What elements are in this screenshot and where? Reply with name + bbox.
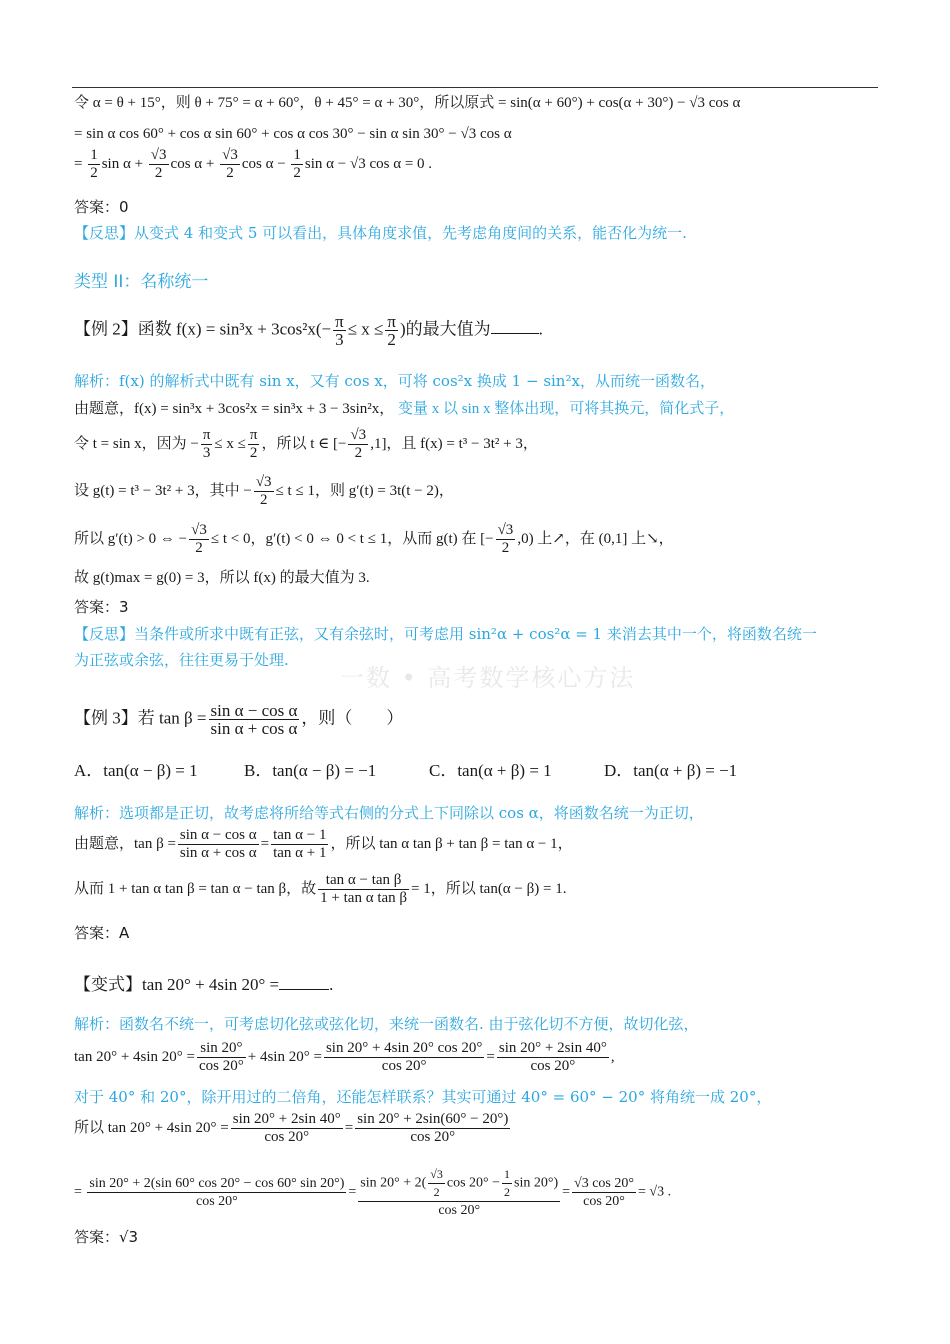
solution-line: 从而 1 + tan α tan β = tan α − tan β，故 $\frac{\text{tan α − tan β}}{\text{1 + tan α tan β}}$ = 1，所以 tan(α − β) = 1. — [74, 872, 567, 906]
answer-blank — [491, 319, 539, 334]
answer: 答案：0 — [74, 198, 129, 216]
solution-line: 所以 g′(t) > 0 ⇔ − $\frac{√3}{2}$ ≤ t < 0，g′(t) < 0 ⇔ 0 < t ≤ 1，从而 g(t) 在 [− $\frac{√3}{2}$ ,0) 上↗，在 (0,1] 上↘， — [74, 522, 674, 556]
solution-line: 由题意，f(x) = sin³x + 3cos²x = sin³x + 3 − 3sin²x， 变量 x 以 sin x 整体出现，可将其换元，简化式子， — [74, 401, 735, 417]
fraction: $\frac{1}{2}$ — [293, 147, 301, 181]
options-row — [74, 761, 737, 781]
reflection: 【反思】从变式 4 和变式 5 可以看出，具体角度求值，先考虑角度间的关系，能否化为统一. — [74, 224, 687, 242]
reflection: 为正弦或余弦，往往更易于处理. — [74, 651, 289, 669]
solution-line: 所以 tan 20° + 4sin 20° = $\frac{\sin 20^\circ + 2\sin 40^\circ}{\cos 20^\circ}$ = $\frac{\sin 20^\circ + 2\sin(60^\circ - 20^\circ)}{\cos 20^\circ}$ — [74, 1111, 509, 1145]
solution-line: tan 20° + 4sin 20° = $\frac{\sin 20^\circ}{\cos 20^\circ}$ + 4sin 20° = $\frac{\sin 20^\circ + 4\sin 20^\circ \cos 20^\circ}{\cos 20^\circ}$ = $\frac{\sin 20^\circ + 2\sin 40^\circ}{\cos 20^\circ}$ , — [74, 1040, 615, 1074]
solution-line: 对于 40° 和 20°，除开用过的二倍角，还能怎样联系？其实可通过 40° = 60° − 20° 将角统一成 20°， — [74, 1088, 772, 1106]
answer: 答案：√3 — [74, 1228, 139, 1246]
text-line: = sin α cos 60° + cos α sin 60° + cos α cos 30° − sin α sin 30° − √3 cos α — [74, 126, 512, 142]
solution-line: 解析：f(x) 的解析式中既有 sin x，又有 cos x，可将 cos²x 换成 1 − sin²x，从而统一函数名， — [74, 372, 715, 390]
solution-line: 故 g(t)max = g(0) = 3，所以 f(x) 的最大值为 3. — [74, 570, 370, 586]
solution-line: 令 t = sin x，因为 − $\frac{\pi}{3}$ ≤ x ≤ $\frac{\pi}{2}$ ，所以 t ∈ [− $\frac{√3}{2}$ ,1]，且 f(x) = t³ − 3t² + 3， — [74, 427, 538, 461]
solution-line: 解析：函数名不统一，可考虑切化弦或弦化切，来统一函数名. 由于弦化切不方便，故切化弦， — [74, 1015, 699, 1033]
solution-line: 设 g(t) = t³ − 3t² + 3，其中 − $\frac{√3}{2}$ ≤ t ≤ 1，则 g′(t) = 3t(t − 2)， — [74, 474, 454, 508]
variant: 【变式】tan 20° + 4sin 20° = . — [74, 975, 334, 994]
solution-line: 解析：选项都是正切，故考虑将所给等式右侧的分式上下同除以 cos α，将函数名统一为正切， — [74, 804, 704, 822]
text-line: 令 α = θ + 15°，则 θ + 75° = α + 60°，θ + 45° = α + 30°，所以原式 = sin(α + 60°) + cos(α + 30°) − √3 cos α — [74, 95, 741, 111]
header-rule — [72, 87, 878, 88]
answer: 答案：A — [74, 924, 130, 942]
example-3: 【例 3】若 tan β = $\frac{\text{sin α − cos α}}{\text{sin α + cos α}}$ ，则（ ） — [74, 701, 404, 738]
option-a[interactable]: A．tan(α − β) = 1 — [74, 761, 198, 780]
reflection: 【反思】当条件或所求中既有正弦，又有余弦时，可考虑用 sin²α + cos²α = 1 来消去其中一个，将函数名统一 — [74, 625, 817, 643]
watermark: 一数 • 高考数学核心方法 — [340, 664, 636, 692]
example-2: 【例 2】函数 f(x) = sin³x + 3cos²x(− $\frac{\pi}{3}$ ≤ x ≤ $\frac{\pi}{2}$ )的最大值为 . — [74, 312, 543, 349]
answer: 答案：3 — [74, 598, 129, 616]
fraction: $\frac{√3}{2}$ — [222, 147, 238, 181]
answer-blank — [279, 975, 329, 990]
fraction: $\frac{√3}{2}$ — [150, 147, 167, 181]
option-d[interactable]: D．tan(α + β) = −1 — [604, 761, 738, 780]
fraction: $\frac{1}{2}$ — [90, 147, 98, 181]
option-c[interactable]: C．tan(α + β) = 1 — [429, 761, 552, 780]
option-b[interactable]: B．tan(α − β) = −1 — [244, 761, 377, 780]
solution-line: = $\frac{\sin 20^\circ + 2(\sin 60^\circ \cos 20^\circ - \cos 60^\circ \sin 20^\circ)}{\cos 20^\circ}$ = sin 20° + 2( $\frac{√3}{2}$ cos 20° − $\frac{1}{2}$ sin 20°) cos 20° = $\frac{√3 \cos 20^\circ}{\cos 20^\circ}$ = √3 . — [74, 1167, 672, 1218]
solution-line: 由题意，tan β = $\frac{\text{sin α − cos α}}{\text{sin α + cos α}}$ = $\frac{\text{tan α − 1}}{\text{tan α + 1}}$ ，所以 tan α tan β + tan β = tan α − 1， — [74, 827, 573, 861]
text-line: = $\frac{1}{2}$ sin α + $\frac{√3}{2}$ cos α + $\frac{√3}{2}$ cos α − $\frac{1}{2}$ sin α − √3 cos α = 0 . — [74, 147, 433, 181]
section-heading: 类型 II：名称统一 — [74, 272, 209, 292]
